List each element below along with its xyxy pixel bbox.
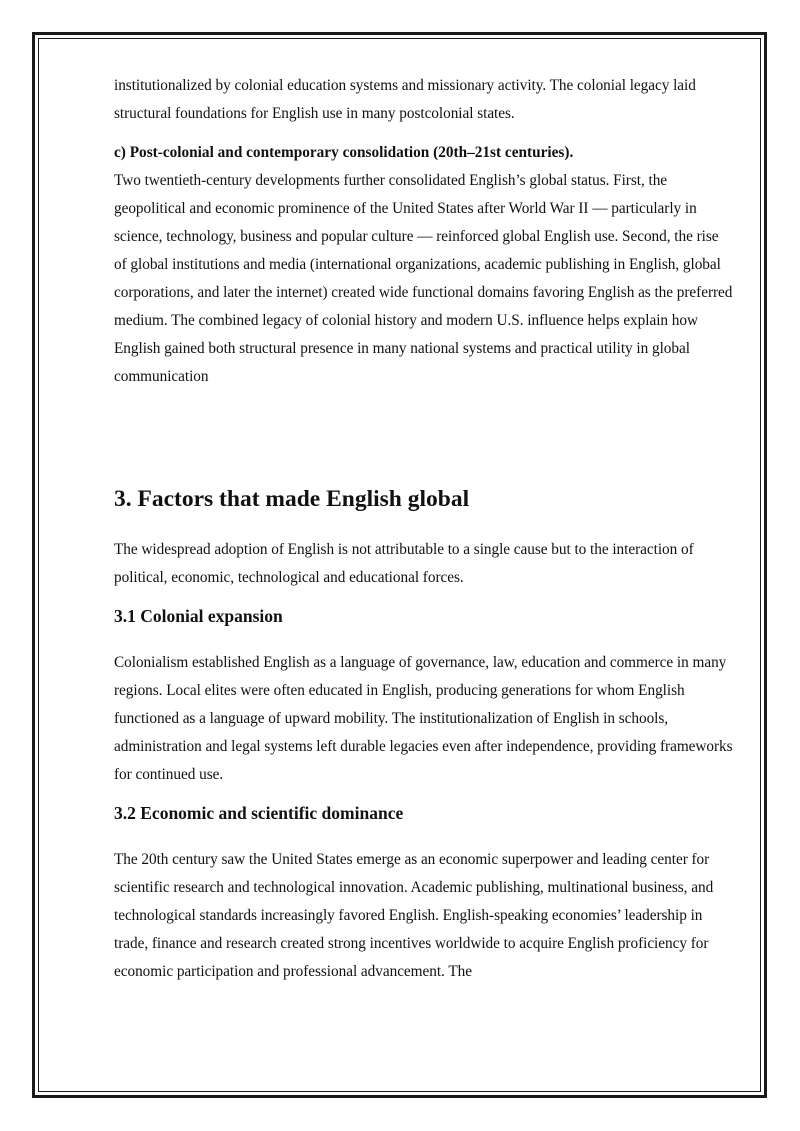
section-3-1-title: 3.1 Colonial expansion bbox=[114, 606, 283, 626]
subsection-c bbox=[114, 139, 734, 391]
section-3-1-text: Colonialism established English as a language of governance, law, education and commerce in many regions. Local elites were often educated in English, producing generations for whom English functioned as a language of upward mobility. The institutionalization of English in schools, administration and legal systems left durable legacies even after independence, providing frameworks for continued use. bbox=[114, 654, 733, 783]
subsection-c-text: Two twentieth-century developments further consolidated English’s global status. First, the geopolitical and economic prominence of the United States after World War II — particularly in science, technology, business and popular culture — reinforced global English use. Second, the rise of global institutions and media (international organizations, academic publishing in English, global corporations, and later the internet) created wide functional domains favoring English as the preferred medium. The combined legacy of colonial history and modern U.S. influence helps explain how English gained both structural presence in many national systems and practical utility in global communication bbox=[114, 172, 733, 385]
intro-paragraph: institutionalized by colonial education systems and missionary activity. The colonial legacy laid structural foundations for English use in many postcolonial states. bbox=[114, 77, 696, 122]
section-3-title: 3. Factors that made English global bbox=[114, 486, 470, 512]
section-3-2-title: 3.2 Economic and scientific dominance bbox=[114, 803, 404, 823]
section-3-intro: The widespread adoption of English is not attributable to a single cause but to the interaction of political, economic, technological and educational forces. bbox=[114, 541, 694, 586]
subsection-c-heading: c) Post-colonial and contemporary consolidation (20th–21st centuries). bbox=[114, 144, 574, 161]
document-body bbox=[114, 72, 734, 986]
section-3-2-text: The 20th century saw the United States emerge as an economic superpower and leading center for scientific research and technological innovation. Academic publishing, multinational business, and technological standards increasingly favored English. English-speaking economies’ leadership in trade, finance and research created strong incentives worldwide to acquire English proficiency for economic participation and professional advancement. The bbox=[114, 851, 714, 980]
